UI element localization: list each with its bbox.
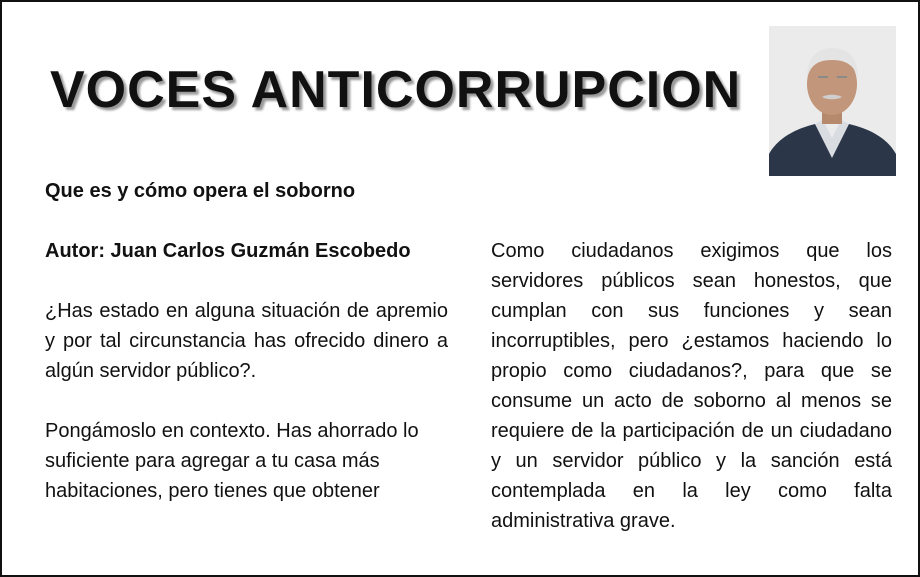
author-portrait-icon <box>769 26 896 176</box>
paragraph-2: Pongámoslo en contexto. Has ahorrado lo suficiente para agregar a tu casa más habitaciones, pero tienes que obtener <box>45 420 419 502</box>
right-column <box>491 236 892 536</box>
author-photo <box>769 26 896 176</box>
paragraph-3: Como ciudadanos exigimos que los servidores públicos sean honestos, que cumplan con sus funciones y sean incorruptibles, pero ¿estamos haciendo lo propio como ciudadanos?, para que se consume un acto de soborno al menos se requiere de la participación de un ciudadano y un servidor público y la sanción está contemplada en la ley como falta administrativa grave. <box>491 240 892 532</box>
paragraph-1: ¿Has estado en alguna situación de apremio y por tal circunstancia has ofrecido dinero a algún servidor público?. <box>45 300 448 382</box>
column-title: VOCES ANTICORRUPCION <box>50 61 742 119</box>
left-column <box>45 176 448 506</box>
article-subtitle: Que es y cómo opera el soborno <box>45 180 356 202</box>
article-author: Autor: Juan Carlos Guzmán Escobedo <box>45 240 411 262</box>
